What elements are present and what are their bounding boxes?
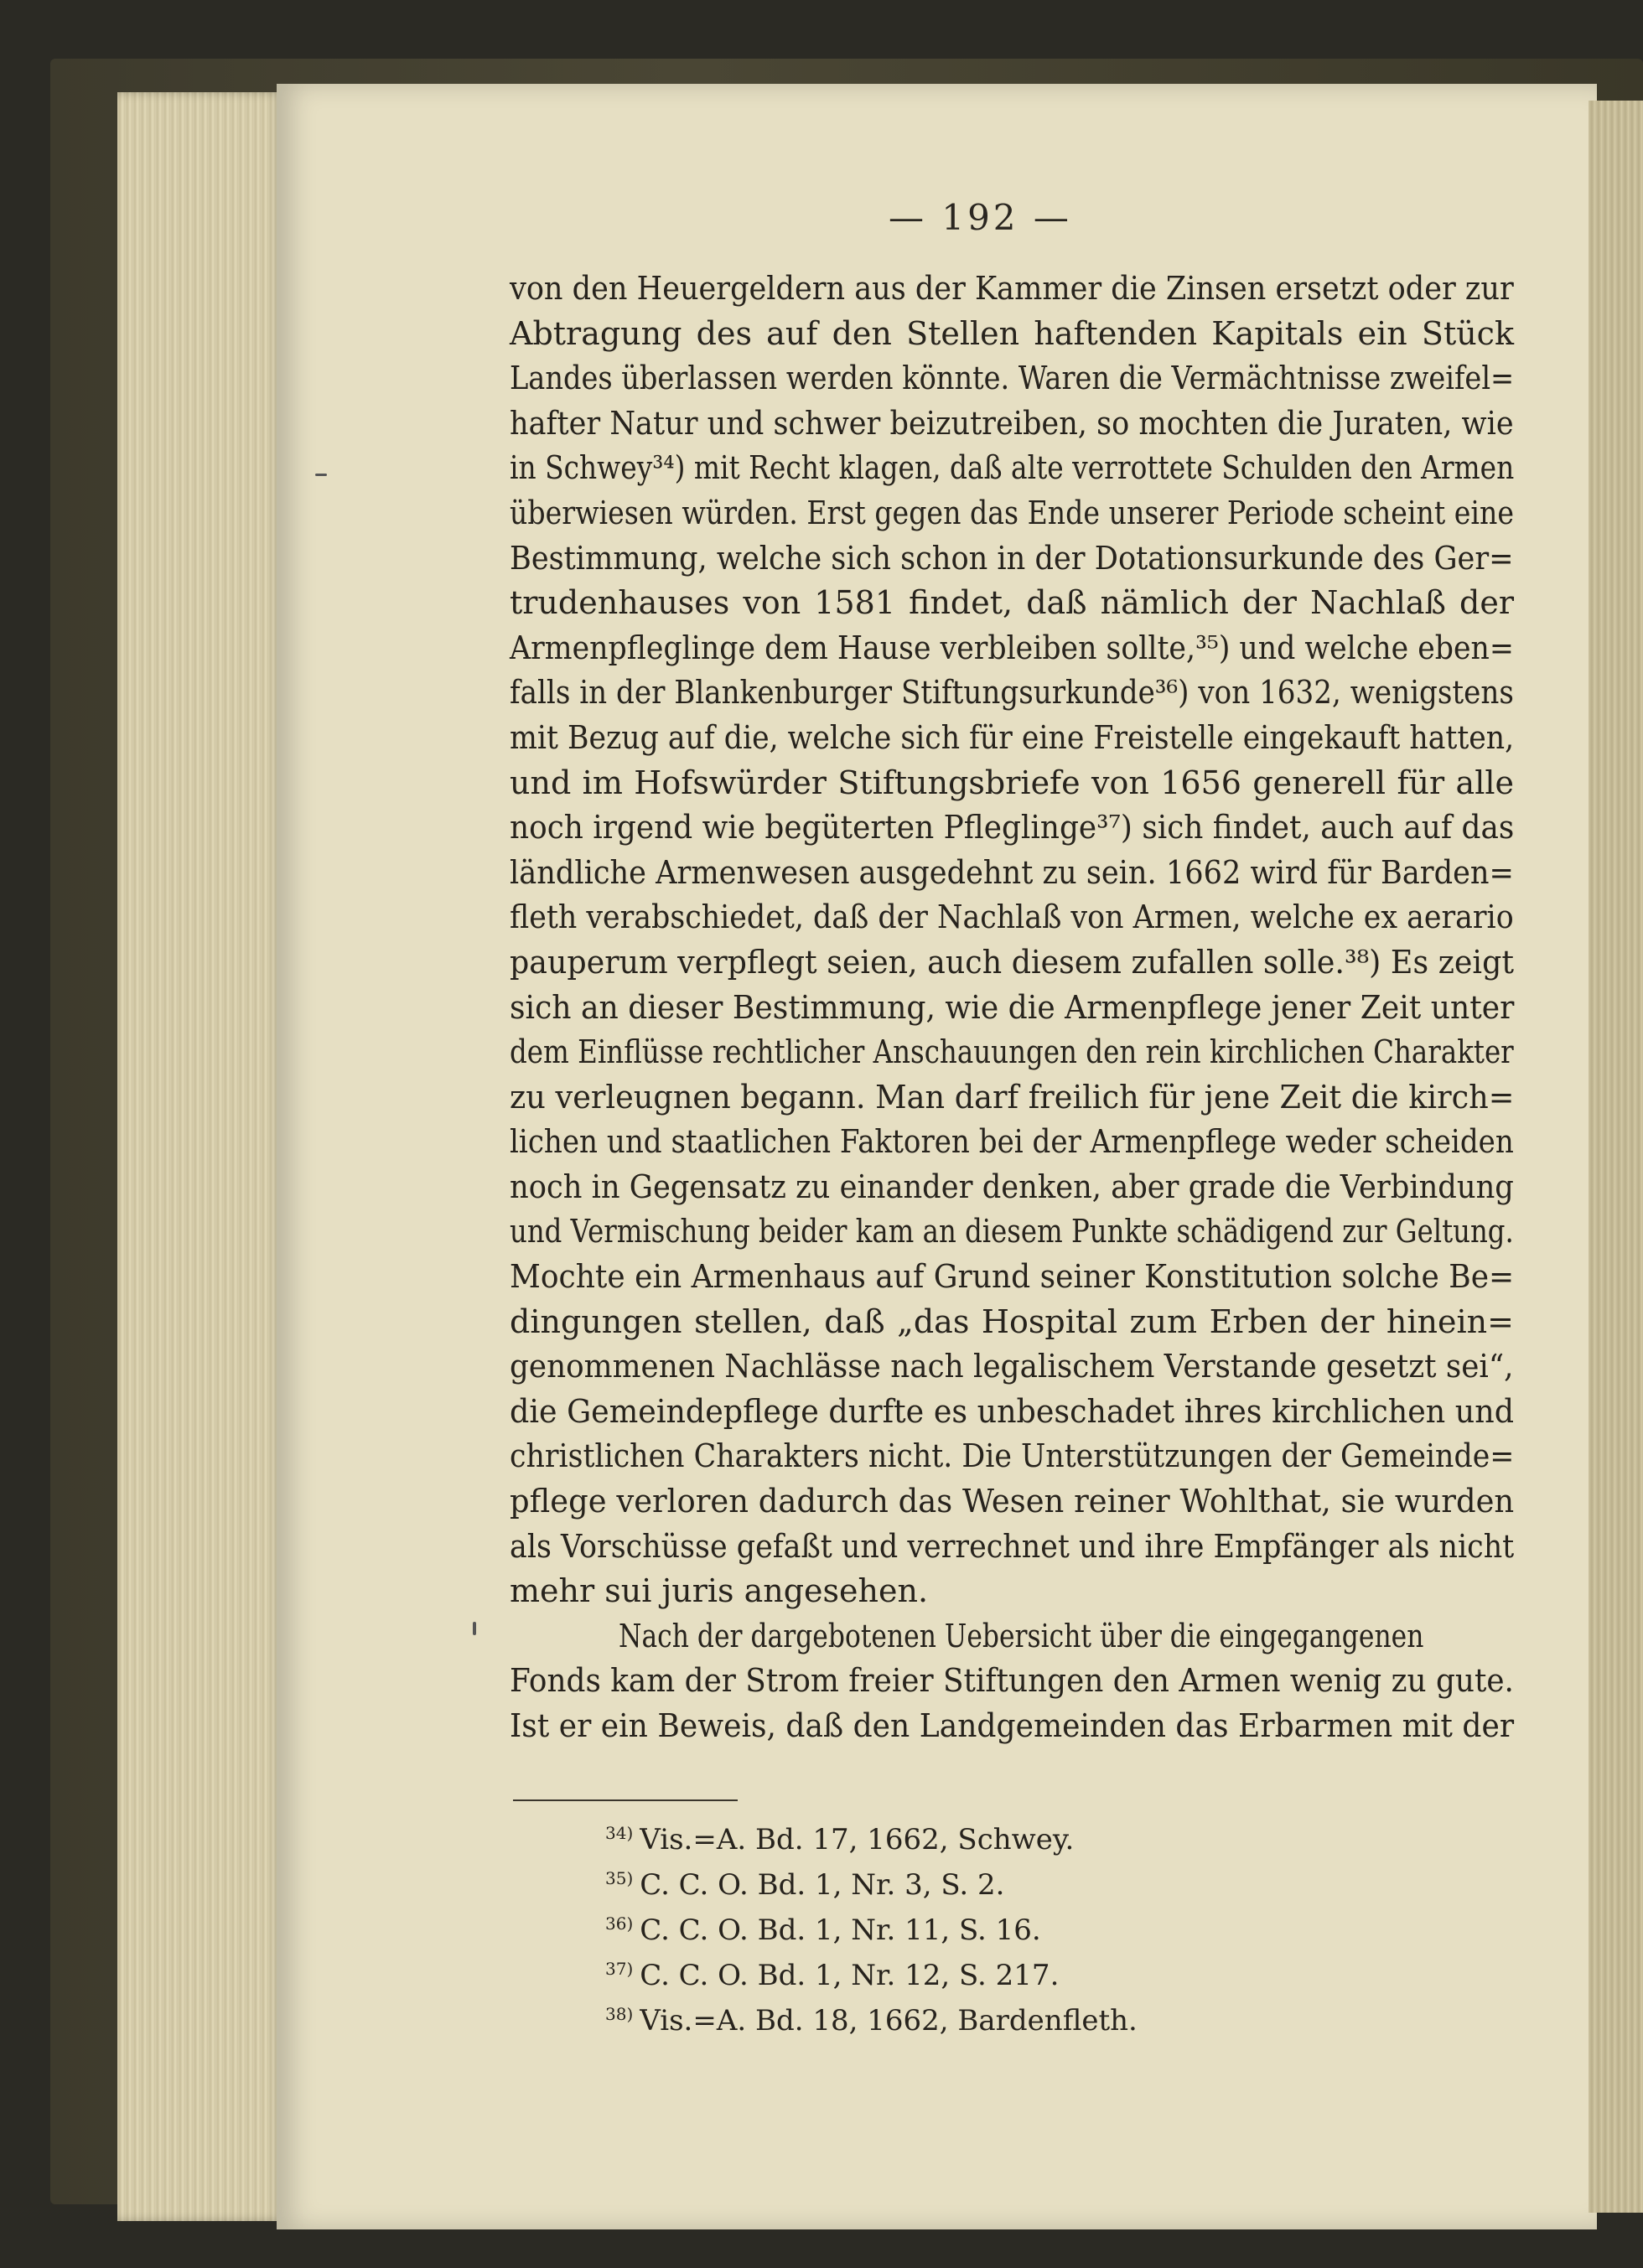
- text-line: Fonds kam der Strom freier Stiftungen den Armen wenig zu gute.: [510, 1662, 1514, 1700]
- margin-mark: [473, 1622, 476, 1635]
- text-line: als Vorschüsse gefaßt und verrechnet und ihre Empfänger als nicht: [510, 1527, 1515, 1565]
- footnote-number: 38): [605, 2004, 634, 2024]
- footnote: [605, 1814, 1138, 1859]
- footnote-text: C. C. O. Bd. 1, Nr. 3, S. 2.: [640, 1868, 1005, 1902]
- text-line: pauperum verpflegt seien, auch diesem zufallen solle.³⁸) Es zeigt: [510, 943, 1514, 981]
- text-line: noch irgend wie begüterten Pfleglinge³⁷) sich findet, auch auf das: [510, 809, 1515, 847]
- footnote-text: C. C. O. Bd. 1, Nr. 12, S. 217.: [640, 1959, 1060, 1992]
- text-line: Armenpfleglinge dem Hause verbleiben sollte,³⁵) und welche eben=: [510, 629, 1514, 666]
- footnote: [605, 1950, 1138, 1995]
- text-line: mehr sui juris angesehen.: [510, 1572, 929, 1610]
- text-line: falls in der Blankenburger Stiftungsurkunde³⁶) von 1632, wenigstens: [510, 674, 1514, 712]
- text-line: lichen und staatlichen Faktoren bei der Armenpflege weder scheiden: [510, 1123, 1514, 1161]
- page-edges-left: [117, 92, 285, 2221]
- page-number: — 192 —: [889, 197, 1072, 238]
- text-line: trudenhauses von 1581 findet, daß nämlich der Nachlaß der: [510, 584, 1514, 622]
- text-line: Abtragung des auf den Stellen haftenden Kapitals ein Stück: [510, 314, 1514, 352]
- text-line: christlichen Charakters nicht. Die Unterstützungen der Gemeinde=: [510, 1437, 1515, 1475]
- footnote: [605, 1859, 1138, 1904]
- text-line: und Vermischung beider kam an diesem Punkte schädigend zur Geltung.: [510, 1213, 1514, 1251]
- footnote-number: 34): [605, 1823, 634, 1843]
- text-line: in Schwey³⁴) mit Recht klagen, daß alte verrottete Schulden den Armen: [510, 449, 1515, 487]
- text-line: mit Bezug auf die, welche sich für eine Freistelle eingekauft hatten,: [510, 718, 1515, 756]
- text-line: fleth verabschiedet, daß der Nachlaß von Armen, welche ex aerario: [510, 898, 1514, 936]
- footnote-rule: [513, 1799, 738, 1801]
- text-line: überwiesen würden. Erst gegen das Ende unserer Periode scheint eine: [510, 494, 1515, 531]
- text-line: von den Heuergeldern aus der Kammer die Zinsen ersetzt oder zur: [510, 270, 1514, 307]
- text-line: genommenen Nachlässe nach legalischem Verstande gesetzt sei“,: [510, 1348, 1514, 1385]
- text-line: zu verleugnen begann. Man darf freilich für jene Zeit die kirch=: [510, 1078, 1515, 1116]
- text-line: Nach der dargebotenen Uebersicht über die eingegangenen: [619, 1617, 1424, 1654]
- footnote-number: 35): [605, 1868, 634, 1888]
- text-line: hafter Natur und schwer beizutreiben, so mochten die Juraten, wie: [510, 404, 1514, 442]
- footnotes: [605, 1814, 1138, 2040]
- footnote: [605, 1995, 1138, 2040]
- text-line: dingungen stellen, daß „das Hospital zum Erben der hinein=: [510, 1302, 1514, 1340]
- text-line: noch in Gegensatz zu einander denken, aber grade die Verbindung: [510, 1168, 1514, 1205]
- text-line: Ist er ein Beweis, daß den Landgemeinden das Erbarmen mit der: [510, 1707, 1515, 1744]
- margin-mark: [315, 474, 327, 476]
- text-line: die Gemeindepflege durfte es unbeschadet ihres kirchlichen und: [510, 1392, 1515, 1430]
- footnote-text: C. C. O. Bd. 1, Nr. 11, S. 16.: [640, 1913, 1041, 1947]
- text-line: Mochte ein Armenhaus auf Grund seiner Konstitution solche Be=: [510, 1258, 1515, 1296]
- text-line: sich an dieser Bestimmung, wie die Armenpflege jener Zeit unter: [510, 988, 1515, 1026]
- page-edges-right: [1589, 101, 1643, 2213]
- text-line: und im Hofswürder Stiftungsbriefe von 1656 generell für alle: [510, 764, 1514, 801]
- footnote: [605, 1904, 1138, 1950]
- footnote-number: 37): [605, 1959, 634, 1979]
- text-line: ländliche Armenwesen ausgedehnt zu sein. 1662 wird für Barden=: [510, 853, 1515, 891]
- text-line: Bestimmung, welche sich schon in der Dotationsurkunde des Ger=: [510, 539, 1514, 577]
- footnote-text: Vis.=A. Bd. 18, 1662, Bardenfleth.: [640, 2004, 1138, 2038]
- text-line: Landes überlassen werden könnte. Waren die Vermächtnisse zweifel=: [510, 360, 1515, 397]
- text-line: dem Einflüsse rechtlicher Anschauungen den rein kirchlichen Charakter: [510, 1033, 1514, 1071]
- footnote-number: 36): [605, 1913, 634, 1934]
- body-text: [510, 267, 1514, 1749]
- footnote-text: Vis.=A. Bd. 17, 1662, Schwey.: [640, 1823, 1075, 1856]
- text-line: pflege verloren dadurch das Wesen reiner Wohlthat, sie wurden: [510, 1483, 1515, 1520]
